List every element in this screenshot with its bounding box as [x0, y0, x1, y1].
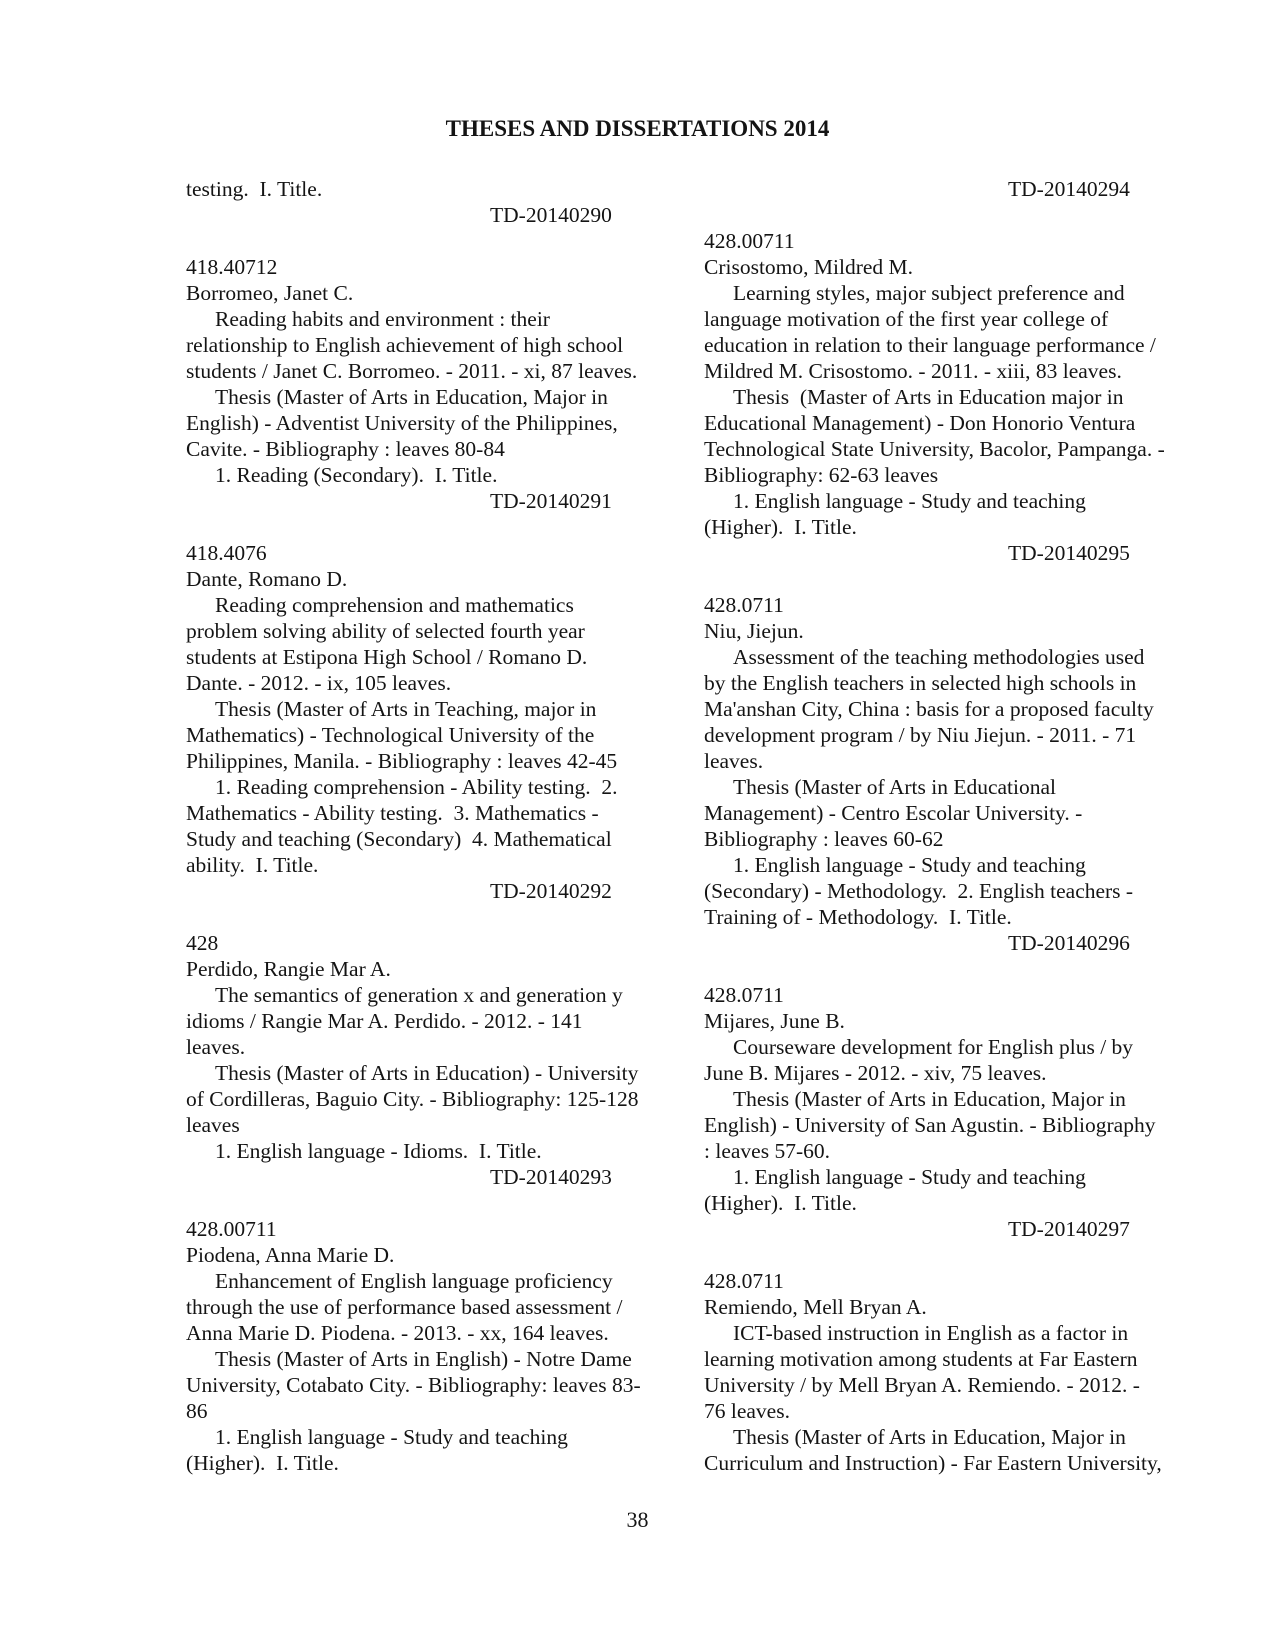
title-line: students at Estipona High School / Romano D. — [186, 645, 588, 669]
blank-line — [186, 904, 666, 930]
subject-line: 1. Reading comprehension - Ability testing. 2. — [215, 775, 618, 799]
call-number: 418.40712 — [186, 255, 278, 279]
title-line: ICT-based instruction in English as a factor in — [733, 1321, 1129, 1345]
call-number: 428.0711 — [704, 1269, 784, 1293]
thesis-note: of Cordilleras, Baguio City. - Bibliography: 125-128 — [186, 1087, 639, 1111]
thesis-note: Thesis (Master of Arts in Education major in — [733, 385, 1124, 409]
title-line: leaves. — [186, 1035, 246, 1059]
subject-line: (Higher). I. Title. — [704, 1191, 857, 1215]
title-line: idioms / Rangie Mar A. Perdido. - 2012. - 141 — [186, 1009, 583, 1033]
subject-line: 1. English language - Study and teaching — [733, 853, 1086, 877]
title-line: students / Janet C. Borromeo. - 2011. - xi, 87 leaves. — [186, 359, 638, 383]
title-line: problem solving ability of selected fourth year — [186, 619, 585, 643]
title-line: June B. Mijares - 2012. - xiv, 75 leaves. — [704, 1061, 1047, 1085]
subject-line: (Higher). I. Title. — [704, 515, 857, 539]
blank-line — [186, 228, 666, 254]
text-line: testing. I. Title. — [186, 177, 323, 201]
title-line: development program / by Niu Jiejun. - 2011. - 71 — [704, 723, 1137, 747]
accession-number: TD-20140297 — [1008, 1217, 1130, 1241]
title-line: through the use of performance based assessment / — [186, 1295, 623, 1319]
title-line: Courseware development for English plus / by — [733, 1035, 1134, 1059]
subject-line: 1. English language - Study and teaching — [733, 489, 1086, 513]
title-line: by the English teachers in selected high schools in — [704, 671, 1137, 695]
subject-line: (Higher). I. Title. — [186, 1451, 339, 1475]
author-name: Dante, Romano D. — [186, 567, 348, 591]
page-title: THESES AND DISSERTATIONS 2014 — [445, 116, 830, 141]
author-name: Remiendo, Mell Bryan A. — [704, 1295, 927, 1319]
accession-number: TD-20140292 — [490, 879, 612, 903]
blank-line — [186, 1190, 666, 1216]
title-line: education in relation to their language performance / — [704, 333, 1156, 357]
title-line: leaves. — [704, 749, 764, 773]
thesis-note: Thesis (Master of Arts in Education, Major in — [733, 1425, 1126, 1449]
thesis-note: : leaves 57-60. — [704, 1139, 830, 1163]
subject-line: 1. English language - Study and teaching — [215, 1425, 568, 1449]
thesis-note: English) - University of San Agustin. - Bibliography — [704, 1113, 1156, 1137]
thesis-note: Thesis (Master of Arts in Education) - University — [215, 1061, 639, 1085]
title-line: 76 leaves. — [704, 1399, 790, 1423]
title-line: learning motivation among students at Far Eastern — [704, 1347, 1138, 1371]
thesis-note: Thesis (Master of Arts in Teaching, major in — [215, 697, 597, 721]
title-line: Ma'anshan City, China : basis for a proposed faculty — [704, 697, 1154, 721]
thesis-note: leaves — [186, 1113, 240, 1137]
thesis-note: Cavite. - Bibliography : leaves 80-84 — [186, 437, 505, 461]
accession-number: TD-20140291 — [490, 489, 612, 513]
subject-line: Training of - Methodology. I. Title. — [704, 905, 1012, 929]
title-line: language motivation of the first year college of — [704, 307, 1109, 331]
blank-line — [704, 956, 1194, 982]
blank-line — [186, 514, 666, 540]
thesis-note: Bibliography : leaves 60-62 — [704, 827, 944, 851]
blank-line — [704, 1242, 1194, 1268]
thesis-note: Mathematics) - Technological University of the — [186, 723, 595, 747]
subject-line: Study and teaching (Secondary) 4. Mathematical — [186, 827, 612, 851]
title-line: Reading comprehension and mathematics — [215, 593, 574, 617]
thesis-note: Thesis (Master of Arts in Education, Major in — [733, 1087, 1126, 1111]
accession-number: TD-20140296 — [1008, 931, 1130, 955]
call-number: 428.00711 — [186, 1217, 277, 1241]
thesis-note: Thesis (Master of Arts in Educational — [733, 775, 1057, 799]
accession-number: TD-20140294 — [1008, 177, 1130, 201]
thesis-note: University, Cotabato City. - Bibliography: leaves 83- — [186, 1373, 641, 1397]
accession-number: TD-20140293 — [490, 1165, 612, 1189]
thesis-note: 86 — [186, 1399, 208, 1423]
thesis-note: English) - Adventist University of the Philippines, — [186, 411, 618, 435]
author-name: Mijares, June B. — [704, 1009, 845, 1033]
title-line: Dante. - 2012. - ix, 105 leaves. — [186, 671, 452, 695]
title-line: Mildred M. Crisostomo. - 2011. - xiii, 83 leaves. — [704, 359, 1122, 383]
call-number: 428 — [186, 931, 219, 955]
title-line: Learning styles, major subject preference and — [733, 281, 1125, 305]
accession-number: TD-20140295 — [1008, 541, 1130, 565]
author-name: Niu, Jiejun. — [704, 619, 804, 643]
call-number: 428.00711 — [704, 229, 795, 253]
thesis-note: Technological State University, Bacolor, Pampanga. - — [704, 437, 1165, 461]
thesis-note: Philippines, Manila. - Bibliography : leaves 42-45 — [186, 749, 618, 773]
blank-line — [704, 202, 1194, 228]
author-name: Piodena, Anna Marie D. — [186, 1243, 395, 1267]
call-number: 428.0711 — [704, 983, 784, 1007]
subject-line: 1. English language - Study and teaching — [733, 1165, 1086, 1189]
title-line: Reading habits and environment : their — [215, 307, 550, 331]
title-line: The semantics of generation x and generation y — [215, 983, 623, 1007]
call-number: 428.0711 — [704, 593, 784, 617]
thesis-note: Educational Management) - Don Honorio Ventura — [704, 411, 1136, 435]
subject-line: 1. English language - Idioms. I. Title. — [215, 1139, 542, 1163]
right-column — [704, 176, 1194, 1476]
thesis-note: Bibliography: 62-63 leaves — [704, 463, 939, 487]
author-name: Perdido, Rangie Mar A. — [186, 957, 391, 981]
left-column — [186, 176, 666, 1476]
page-number: 38 — [626, 1507, 649, 1532]
accession-number: TD-20140290 — [490, 203, 612, 227]
thesis-note: Curriculum and Instruction) - Far Eastern University, — [704, 1451, 1162, 1475]
thesis-note: Thesis (Master of Arts in English) - Notre Dame — [215, 1347, 632, 1371]
author-name: Borromeo, Janet C. — [186, 281, 354, 305]
subject-line: (Secondary) - Methodology. 2. English teachers - — [704, 879, 1134, 903]
subject-line: Mathematics - Ability testing. 3. Mathematics - — [186, 801, 599, 825]
title-line: Assessment of the teaching methodologies used — [733, 645, 1145, 669]
subject-line: ability. I. Title. — [186, 853, 319, 877]
thesis-note: Management) - Centro Escolar University. - — [704, 801, 1083, 825]
title-line: Anna Marie D. Piodena. - 2013. - xx, 164 leaves. — [186, 1321, 609, 1345]
call-number: 418.4076 — [186, 541, 267, 565]
title-line: relationship to English achievement of high school — [186, 333, 624, 357]
author-name: Crisostomo, Mildred M. — [704, 255, 914, 279]
title-line: University / by Mell Bryan A. Remiendo. - 2012. - — [704, 1373, 1140, 1397]
subject-line: 1. Reading (Secondary). I. Title. — [215, 463, 498, 487]
blank-line — [704, 566, 1194, 592]
thesis-note: Thesis (Master of Arts in Education, Major in — [215, 385, 608, 409]
title-line: Enhancement of English language proficiency — [215, 1269, 613, 1293]
